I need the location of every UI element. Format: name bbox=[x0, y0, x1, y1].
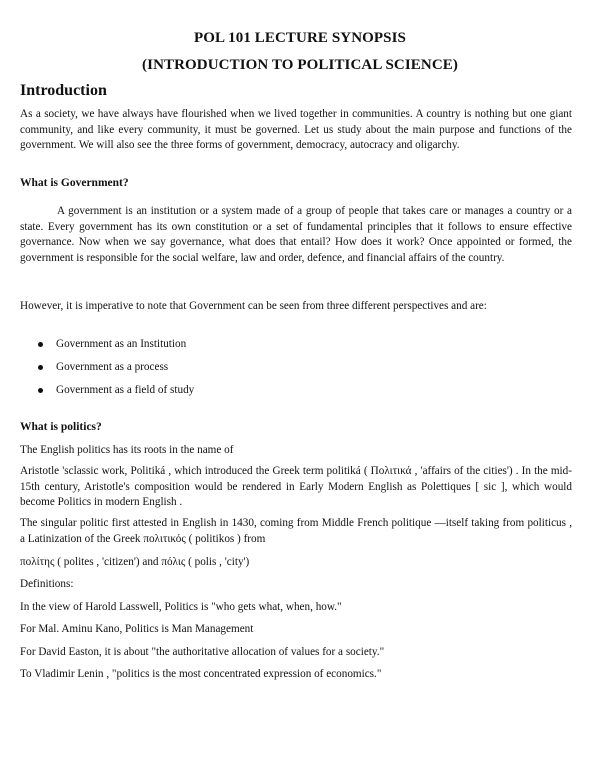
definition-lenin: To Vladimir Lenin , "politics is the most concentrated expression of economics." bbox=[20, 668, 382, 680]
list-item bbox=[20, 382, 194, 405]
list-item bbox=[20, 359, 194, 382]
singular-politic-paragraph: The singular politic first attested in English in 1430, coming from Middle French politique —itself taking from politicus , a Latinization of the Greek πολιτικός ( politikos ) from bbox=[20, 517, 572, 545]
perspectives-paragraph: However, it is imperative to note that Government can be seen from three different perspectives and are: bbox=[20, 300, 487, 312]
perspectives-list bbox=[20, 336, 194, 405]
introduction-paragraph: As a society, we have always have flourished when we lived together in communities. A country is nothing but one giant community, and like every community, it must be governed. Let us study about the main purpose and functions of the government. We will also see the three forms of government, democracy, autocracy and oligarchy. bbox=[20, 108, 572, 151]
definitions-label: Definitions: bbox=[20, 578, 74, 590]
aristotle-paragraph: Aristotle 'sclassic work, Politiká , which introduced the Greek term politiká ( Πολιτικά , 'affairs of the cities') . In the mid-15th century, Aristotle's composition would be rendered in Early Modern English as Polettiques [ sic ], which would become Politics in modern English . bbox=[20, 465, 572, 508]
bullet-icon bbox=[38, 342, 43, 347]
politics-roots-line: The English politics has its roots in the name of bbox=[20, 444, 234, 456]
government-heading: What is Government? bbox=[20, 177, 129, 189]
list-item bbox=[20, 336, 194, 359]
definition-easton: For David Easton, it is about "the authoritative allocation of values for a society." bbox=[20, 646, 385, 658]
government-paragraph: A government is an institution or a system made of a group of people that takes care or manages a country or a state. Every government has its own constitution or a set of fundamental principles that it follows to ensure effective governance. Now when we say governance, what does that entail? How does it work? Once appointed or formed, the government is responsible for the social welfare, law and order, defence, and financial affairs of the country. bbox=[20, 205, 572, 264]
bullet-icon bbox=[38, 365, 43, 370]
document-subtitle: (INTRODUCTION TO POLITICAL SCIENCE) bbox=[142, 57, 458, 73]
politics-heading: What is politics? bbox=[20, 421, 102, 433]
introduction-heading: Introduction bbox=[20, 82, 107, 99]
list-item-text: Government as a process bbox=[56, 361, 169, 373]
list-item-text: Government as a field of study bbox=[56, 384, 195, 396]
document-title: POL 101 LECTURE SYNOPSIS bbox=[193, 30, 407, 46]
list-item-text: Government as an Institution bbox=[56, 338, 187, 350]
polites-line: πολίτης ( polites , 'citizen') and πόλις ( polis , 'city') bbox=[20, 556, 250, 568]
bullet-icon bbox=[38, 388, 43, 393]
definition-lasswell: In the view of Harold Lasswell, Politics is "who gets what, when, how." bbox=[20, 601, 342, 613]
definition-kano: For Mal. Aminu Kano, Politics is Man Management bbox=[20, 623, 254, 635]
